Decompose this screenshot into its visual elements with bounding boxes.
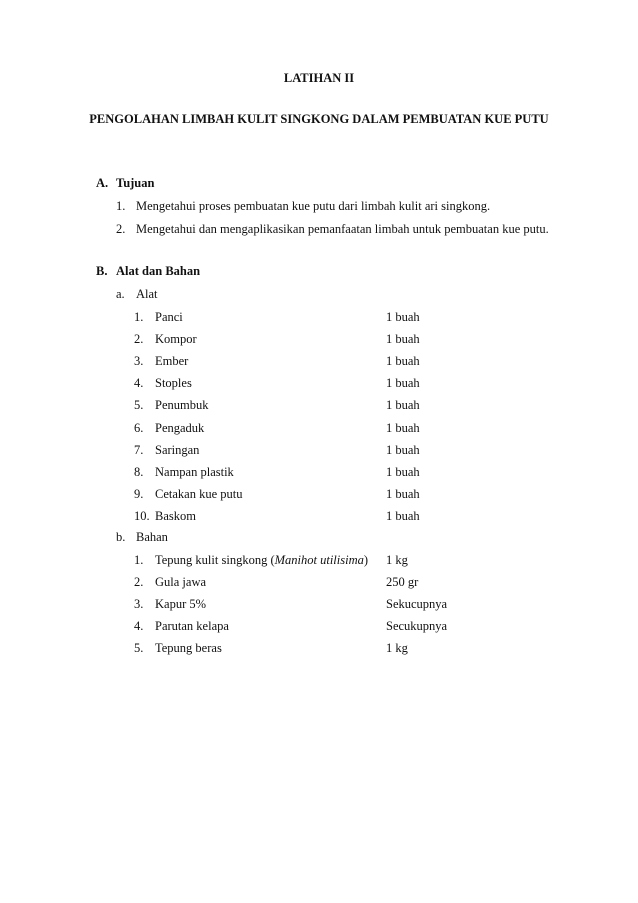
alat-item-name: Baskom <box>155 509 196 523</box>
page-subtitle: PENGOLAHAN LIMBAH KULIT SINGKONG DALAM PEMBUATAN KUE PUTU <box>89 112 549 126</box>
bahan-item-number: 5. <box>134 641 144 655</box>
bahan-label: Bahan <box>136 530 168 544</box>
alat-item-qty: 1 buah <box>386 332 420 346</box>
alat-item-qty: 1 buah <box>386 443 420 457</box>
alat-item-label <box>134 487 242 502</box>
bahan-item-qty: 1 kg <box>386 553 408 567</box>
alat-item-number: 1. <box>134 310 144 324</box>
alat-item-number: 9. <box>134 487 144 501</box>
alat-label: Alat <box>136 287 158 301</box>
alat-item-label <box>134 376 192 391</box>
bahan-item-number: 4. <box>134 619 144 633</box>
alat-item-name: Ember <box>155 354 189 368</box>
bahan-item-qty: Secukupnya <box>386 619 448 633</box>
alat-item-qty: 1 buah <box>386 509 420 523</box>
alat-item-qty: 1 buah <box>386 310 420 324</box>
bahan-item-qty: 250 gr <box>386 575 419 589</box>
alat-item-number: 8. <box>134 465 144 479</box>
bahan-item-label <box>134 553 368 568</box>
alat-item-name: Stoples <box>155 376 192 390</box>
section-b-title: Alat dan Bahan <box>116 264 201 278</box>
alat-item-name: Cetakan kue putu <box>155 487 243 501</box>
alat-item-qty: 1 buah <box>386 465 420 479</box>
section-b-marker: B. <box>96 264 108 278</box>
bahan-item-name: Gula jawa <box>155 575 207 589</box>
alat-item-name: Pengaduk <box>155 421 205 435</box>
goal-number: 2. <box>116 222 126 236</box>
bahan-item-number: 2. <box>134 575 144 589</box>
goal-text: Mengetahui dan mengaplikasikan pemanfaatan limbah untuk pembuatan kue putu. <box>136 222 549 236</box>
bahan-item-name: Tepung beras <box>155 641 222 655</box>
alat-item-name: Panci <box>155 310 183 324</box>
alat-item-label <box>134 354 188 369</box>
section-a-heading <box>96 176 154 191</box>
alat-item-number: 4. <box>134 376 144 390</box>
bahan-item-qty: Sekucupnya <box>386 597 448 611</box>
alat-item-number: 3. <box>134 354 144 368</box>
alat-item-number: 10. <box>134 509 150 523</box>
alat-item-label <box>134 310 183 325</box>
bahan-item-scientific-name: Manihot utilisima <box>274 553 364 567</box>
alat-marker: a. <box>116 287 125 301</box>
bahan-item-number: 3. <box>134 597 144 611</box>
alat-item-label <box>134 332 197 347</box>
bahan-item-label <box>134 619 229 634</box>
alat-item-number: 7. <box>134 443 144 457</box>
alat-item-qty: 1 buah <box>386 398 420 412</box>
alat-item-label <box>134 465 234 480</box>
alat-subheading <box>116 287 158 302</box>
bahan-item-name: Kapur 5% <box>155 597 207 611</box>
alat-item-qty: 1 buah <box>386 376 420 390</box>
alat-item-name: Saringan <box>155 443 200 457</box>
alat-item-label <box>134 398 208 413</box>
goal-text: Mengetahui proses pembuatan kue putu dari limbah kulit ari singkong. <box>136 199 491 213</box>
goal-number: 1. <box>116 199 126 213</box>
bahan-item-paren-close: ) <box>363 553 369 567</box>
section-a-marker: A. <box>96 176 109 190</box>
alat-item-name: Penumbuk <box>155 398 209 412</box>
alat-item-name: Kompor <box>155 332 197 346</box>
goal-item <box>116 222 549 237</box>
page-title: LATIHAN II <box>283 71 355 85</box>
alat-item-label <box>134 443 199 458</box>
alat-item-qty: 1 buah <box>386 487 420 501</box>
alat-item-label <box>134 509 196 524</box>
bahan-marker: b. <box>116 530 126 544</box>
bahan-item-name: Tepung kulit singkong ( <box>155 553 275 567</box>
section-b-heading <box>96 264 200 279</box>
alat-item-label <box>134 421 204 436</box>
bahan-item-name: Parutan kelapa <box>155 619 229 633</box>
bahan-item-number: 1. <box>134 553 144 567</box>
alat-item-qty: 1 buah <box>386 421 420 435</box>
section-a-title: Tujuan <box>116 176 155 190</box>
alat-item-number: 6. <box>134 421 144 435</box>
goal-item <box>116 199 490 214</box>
alat-item-number: 5. <box>134 398 144 412</box>
bahan-item-label <box>134 641 222 656</box>
bahan-subheading <box>116 530 168 545</box>
alat-item-name: Nampan plastik <box>155 465 234 479</box>
bahan-item-label <box>134 597 206 612</box>
bahan-item-qty: 1 kg <box>386 641 408 655</box>
alat-item-qty: 1 buah <box>386 354 420 368</box>
alat-item-number: 2. <box>134 332 144 346</box>
bahan-item-label <box>134 575 206 590</box>
